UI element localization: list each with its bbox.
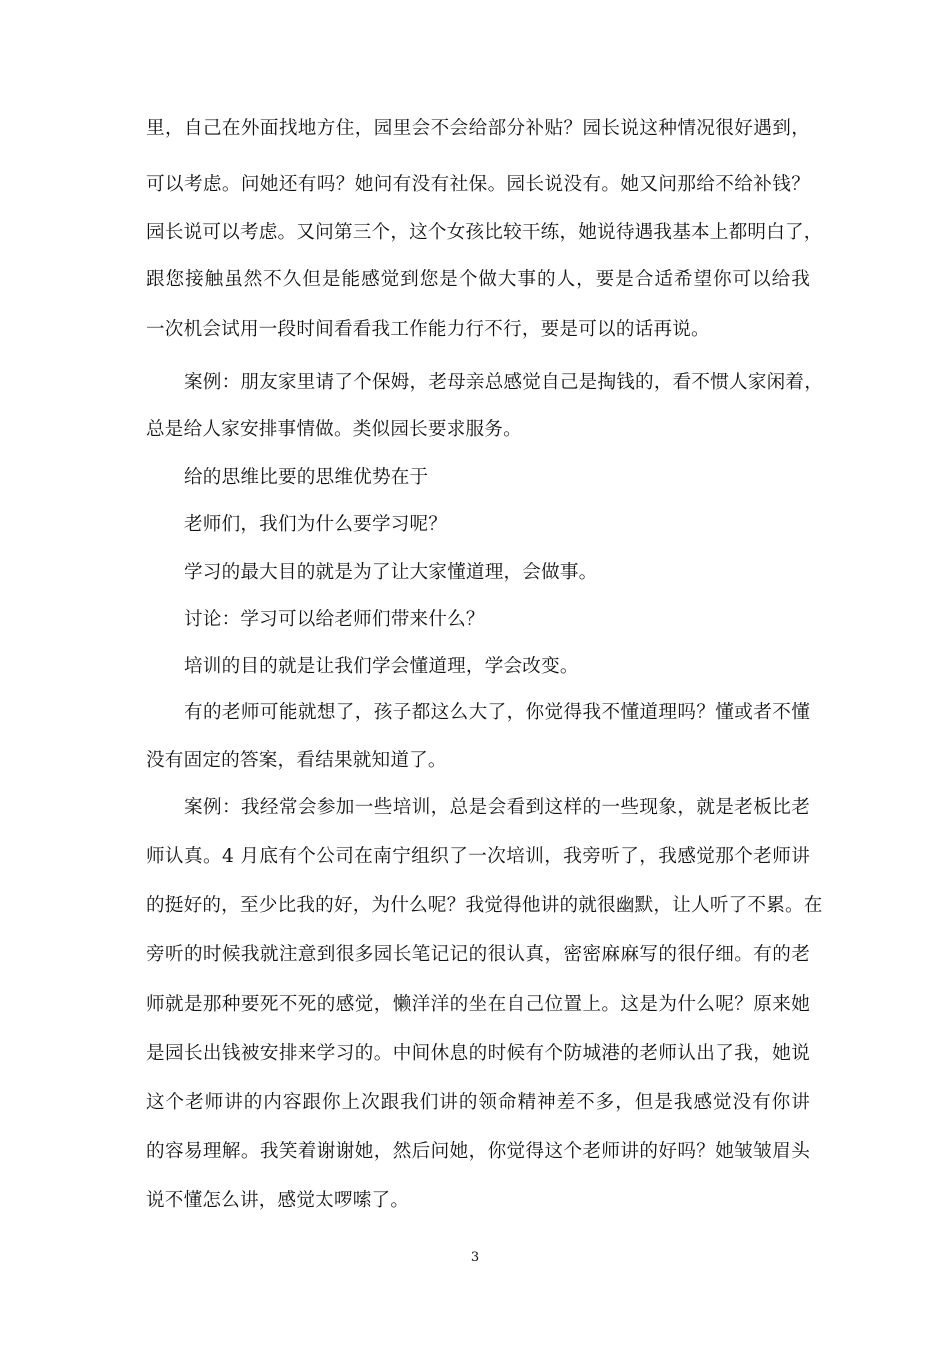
text-line: 有的老师可能就想了，孩子都这么大了，你觉得我不懂道理吗？懂或者不懂 — [184, 702, 810, 723]
text-line: 的容易理解。我笑着谢谢她，然后问她，你觉得这个老师讲的好吗？她皱皱眉头 — [146, 1141, 810, 1162]
text-line: 讨论：学习可以给老师们带来什么？ — [184, 609, 485, 630]
text-line: 给的思维比要的思维优势在于 — [184, 467, 429, 488]
text-line: 学习的最大目的就是为了让大家懂道理，会做事。 — [184, 562, 598, 583]
text-line: 案例：朋友家里请了个保姆，老母亲总感觉自己是掏钱的，看不惯人家闲着， — [184, 372, 823, 393]
text-line: 跟您接触虽然不久但是能感觉到您是个做大事的人，要是合适希望你可以给我 — [146, 269, 810, 290]
text-line: 是园长出钱被安排来学习的。中间休息的时候有个防城港的老师认出了我，她说 — [146, 1043, 810, 1064]
text-line: 说不懂怎么讲，感觉太啰嗦了。 — [146, 1190, 410, 1211]
text-line: 师就是那种要死不死的感觉，懒洋洋的坐在自己位置上。这是为什么呢？原来她 — [146, 994, 810, 1015]
text-line: 里，自己在外面找地方住，园里会不会给部分补贴？园长说这种情况很好遇到， — [146, 118, 810, 139]
text-line: 园长说可以考虑。又问第三个，这个女孩比较干练，她说待遇我基本上都明白了， — [146, 222, 823, 243]
text-line: 可以考虑。问她还有吗？她问有没有社保。园长说没有。她又问那给不给补钱？ — [146, 174, 810, 195]
text-line: 这个老师讲的内容跟你上次跟我们讲的领命精神差不多，但是我感觉没有你讲 — [146, 1092, 810, 1113]
text-line: 培训的目的就是让我们学会懂道理，学会改变。 — [184, 656, 579, 677]
text-line: 没有固定的答案，看结果就知道了。 — [146, 750, 447, 771]
text-line: 师认真。4 月底有个公司在南宁组织了一次培训，我旁听了，我感觉那个老师讲 — [146, 846, 810, 867]
text-line: 老师们，我们为什么要学习呢？ — [184, 514, 448, 535]
text-line: 旁听的时候我就注意到很多园长笔记记的很认真，密密麻麻写的很仔细。有的老 — [146, 944, 810, 965]
page-number: 3 — [470, 1250, 480, 1265]
text-line: 的挺好的，至少比我的好，为什么呢？我觉得他讲的就很幽默，让人听了不累。在 — [146, 895, 823, 916]
text-line: 一次机会试用一段时间看看我工作能力行不行，要是可以的话再说。 — [146, 319, 710, 340]
text-line: 总是给人家安排事情做。类似园长要求服务。 — [146, 419, 522, 440]
text-line: 案例：我经常会参加一些培训，总是会看到这样的一些现象，就是老板比老 — [184, 797, 810, 818]
